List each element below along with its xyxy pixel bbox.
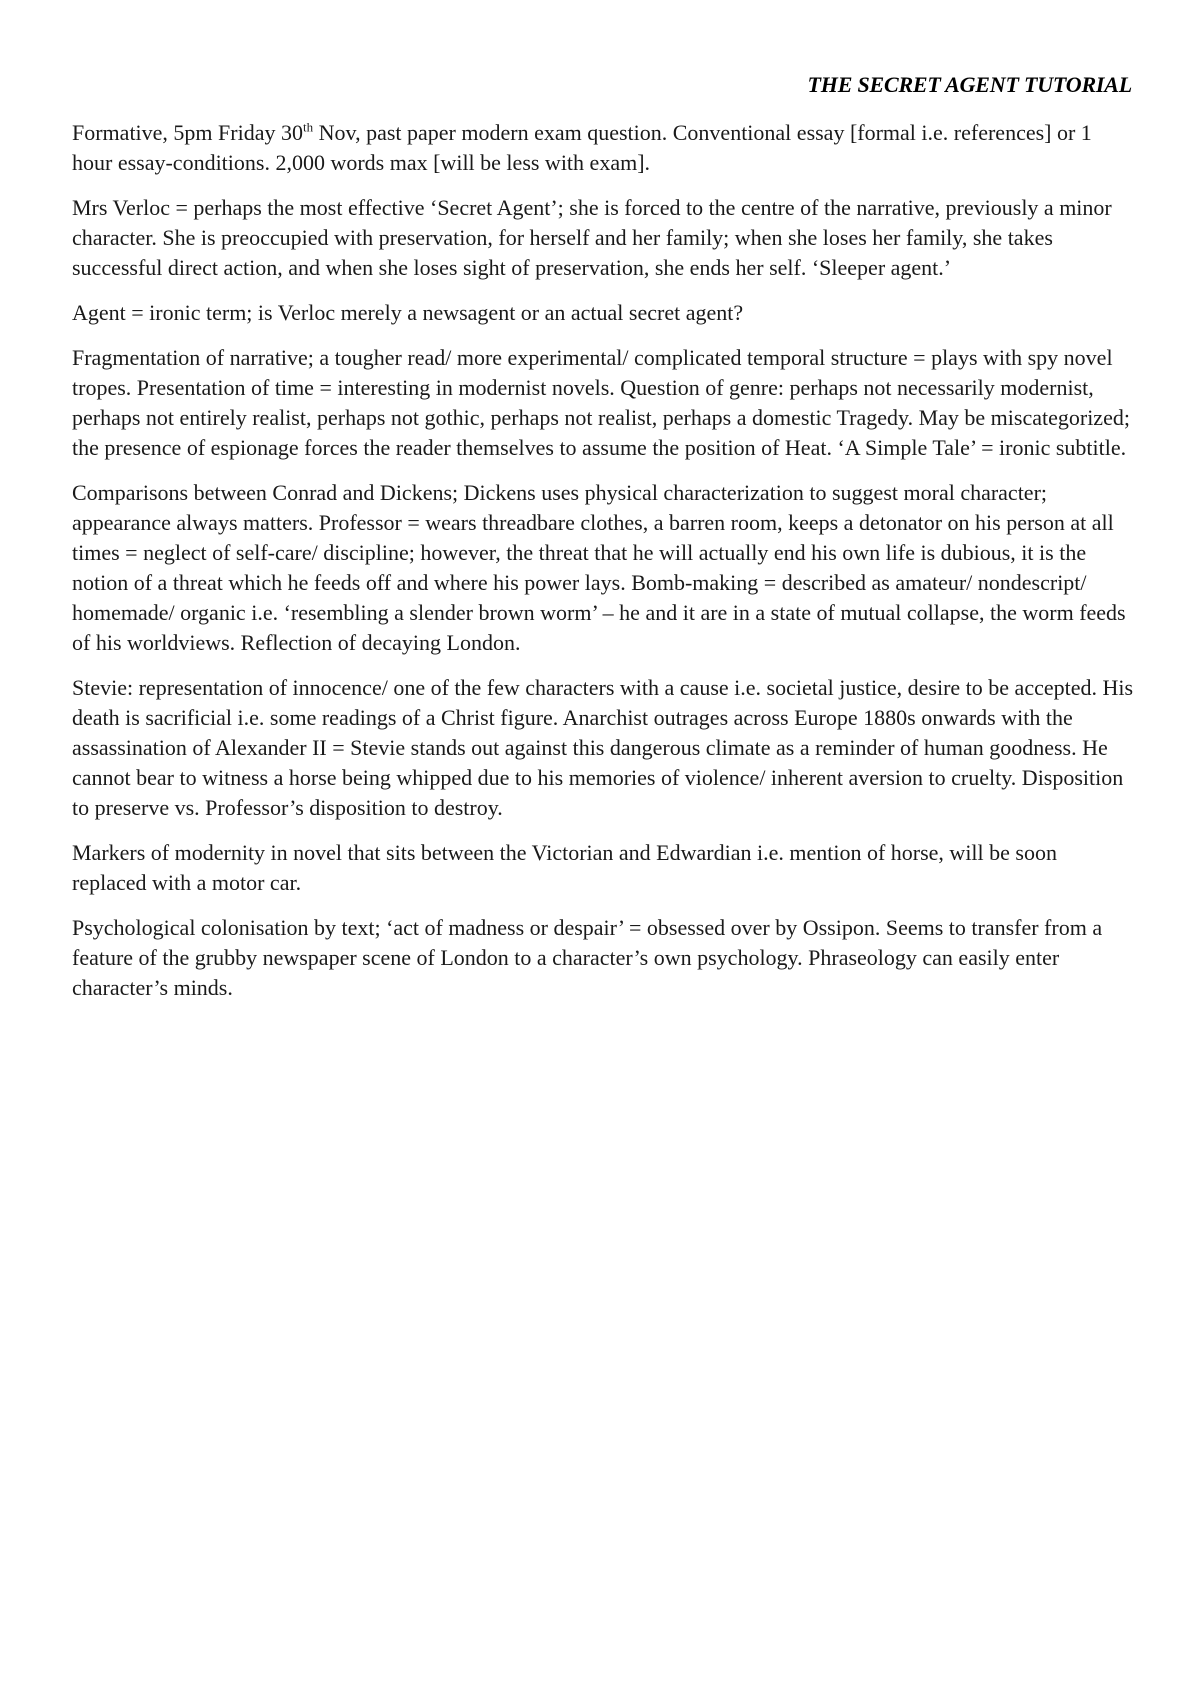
- paragraph-modernity: Markers of modernity in novel that sits between the Victorian and Edwardian i.e. mention of horse, will be soon replaced with a motor car.: [72, 840, 1057, 895]
- paragraph-formative-end: Nov, past paper modern exam question. Conventional essay [formal i.e. references] or 1 hour essay-conditions. 2,000 words max [will be less with exam].: [72, 120, 1092, 175]
- document-body: [72, 118, 1136, 1018]
- paragraph-psychological: Psychological colonisation by text; ‘act of madness or despair’ = obsessed over by Ossipon. Seems to transfer from a feature of the grubby newspaper scene of London to a character’s own psychology. Phraseology can easily enter character’s minds.: [72, 915, 1103, 1000]
- superscript-ordinal: th: [302, 119, 314, 135]
- paragraph-fragmentation: Fragmentation of narrative; a tougher read/ more experimental/ complicated temporal structure = plays with spy novel tropes. Presentation of time = interesting in modernist novels. Question of genre: perhaps not necessarily modernist, perhaps not entirely realist, perhaps not gothic, perhaps not realist, perhaps a domestic Tragedy. May be miscategorized; the presence of espionage forces the reader themselves to assume the position of Heat. ‘A Simple Tale’ = ironic subtitle.: [72, 345, 1130, 460]
- document-title: THE SECRET AGENT TUTORIAL: [807, 72, 1132, 97]
- paragraph-stevie: Stevie: representation of innocence/ one of the few characters with a cause i.e. societal justice, desire to be accepted. His death is sacrificial i.e. some readings of a Christ figure. Anarchist outrages across Europe 1880s onwards with the assassination of Alexander II = Stevie stands out against this dangerous climate as a reminder of human goodness. He cannot bear to witness a horse being whipped due to his memories of violence/ inherent aversion to cruelty. Disposition to preserve vs. Professor’s disposition to destroy.: [72, 675, 1134, 820]
- paragraph-mrs-verloc: Mrs Verloc = perhaps the most effective ‘Secret Agent’; she is forced to the centre of the narrative, previously a minor character. She is preoccupied with preservation, for herself and her family; when she loses her family, she takes successful direct action, and when she loses sight of preservation, she ends her self. ‘Sleeper agent.’: [72, 195, 1112, 280]
- paragraph-agent: Agent = ironic term; is Verloc merely a newsagent or an actual secret agent?: [72, 300, 744, 325]
- paragraph-formative: [72, 118, 1136, 178]
- paragraph-conrad-dickens: Comparisons between Conrad and Dickens; Dickens uses physical characterization to suggest moral character; appearance always matters. Professor = wears threadbare clothes, a barren room, keeps a detonator on his person at all times = neglect of self-care/ discipline; however, the threat that he will actually end his own life is dubious, it is the notion of a threat which he feeds off and where his power lays. Bomb-making = described as amateur/ nondescript/ homemade/ organic i.e. ‘resembling a slender brown worm’ – he and it are in a state of mutual collapse, the worm feeds of his worldviews. Reflection of decaying London.: [72, 480, 1126, 655]
- paragraph-formative-start: Formative, 5pm Friday 30: [72, 120, 303, 145]
